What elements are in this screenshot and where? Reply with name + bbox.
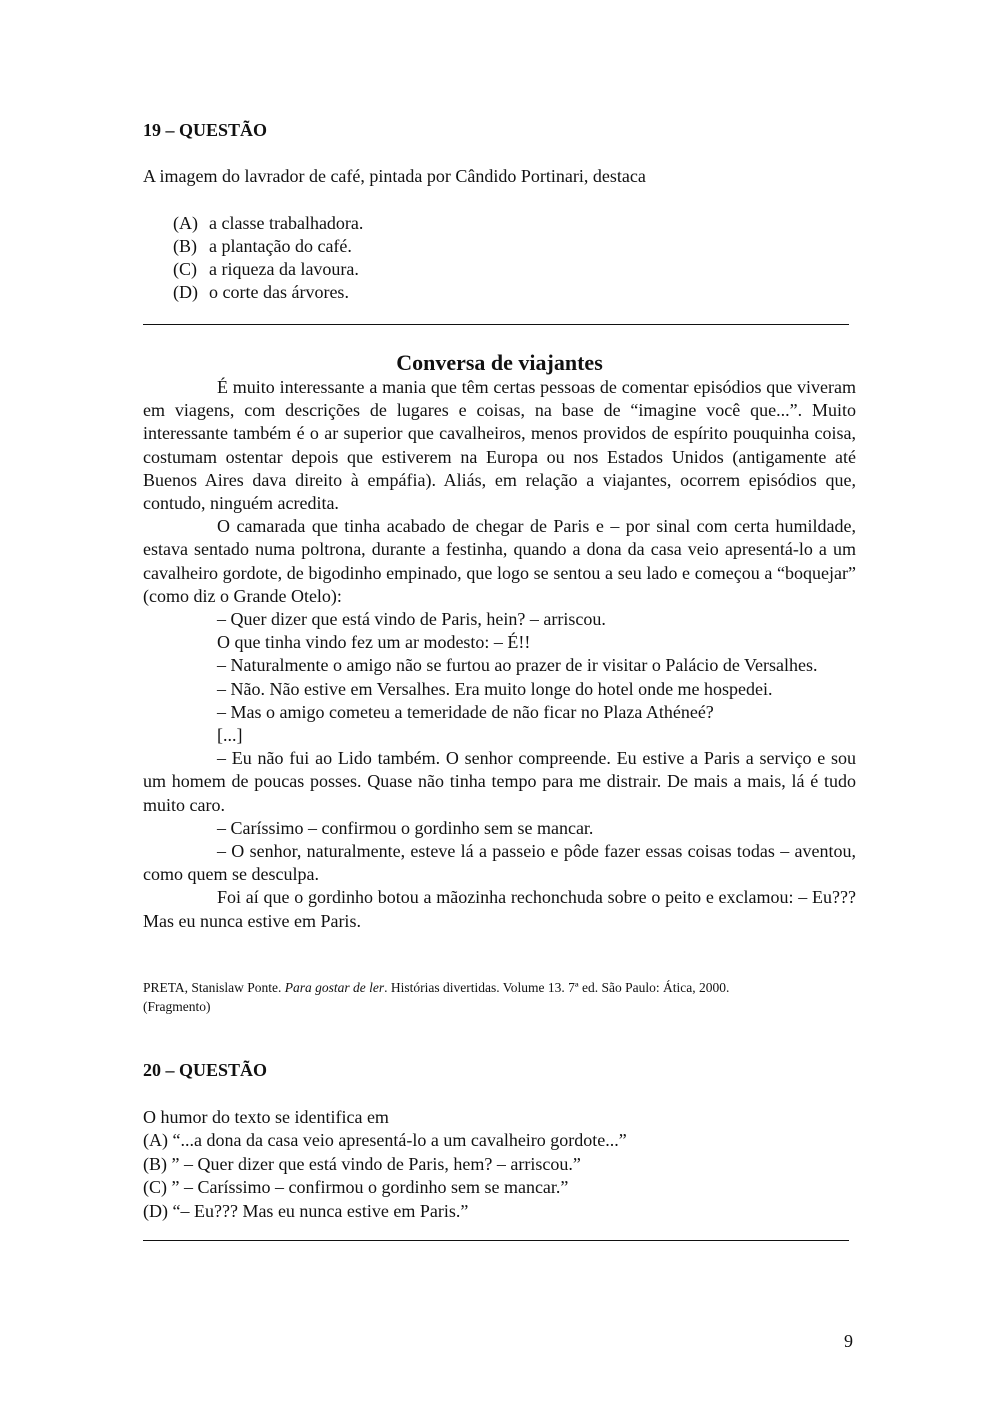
story-citation (143, 978, 843, 1016)
question-20-title: 20 – QUESTÃO (143, 1060, 268, 1080)
citation-work: Para gostar de ler (284, 980, 385, 995)
story-paragraph: [...] (217, 725, 243, 746)
question-20-option-c: (C) ” – Caríssimo – confirmou o gordinho sem se mancar.” (143, 1177, 569, 1197)
story-paragraph: – Caríssimo – confirmou o gordinho sem se mancar. (217, 817, 594, 838)
story-paragraph: – Não. Não estive em Versalhes. Era muito longe do hotel onde me hospedei. (217, 678, 773, 699)
question-20-option-d: (D) “– Eu??? Mas eu nunca estive em Paris.” (143, 1201, 469, 1221)
story-paragraph: É muito interessante a mania que têm certas pessoas de comentar episódios que viveram em viagens, com descrições de lugares e coisas, na base de “imagine você que...”. Muito interessante também é o ar superior que cavalheiros, menos providos de espírito pouquinha coisa, costumam ostentar depois que estiverem na Europa ou nos Estados Unidos (antigamente até Buenos Aires dava direito à empáfia). Aliás, em relação a viajantes, ocorrem episódios que, contudo, ninguém acredita. (143, 377, 856, 514)
question-19-stem: A imagem do lavrador de café, pintada por Cândido Portinari, destaca (143, 166, 646, 186)
question-20-option-a: (A) “...a dona da casa veio apresentá-lo a um cavalheiro gordote...” (143, 1130, 627, 1150)
story-paragraph: – O senhor, naturalmente, esteve lá a passeio e pôde fazer essas coisas todas – aventou, como quem se desculpa. (143, 841, 856, 885)
citation-note: (Fragmento) (143, 999, 211, 1014)
story-paragraph: O camarada que tinha acabado de chegar de Paris e – por sinal com certa humildade, estava sentado numa poltrona, durante a festinha, quando a dona da casa veio apresentá-lo a um cavalheiro gordote, de bigodinho empinado, que logo se sentou a seu lado e começou a “boquejar” (como diz o Grande Otelo): (143, 516, 856, 606)
question-19-option-b: (B) a plantação do café. (173, 236, 352, 256)
question-19-option-c: (C) a riqueza da lavoura. (173, 259, 359, 279)
question-19-title: 19 – QUESTÃO (143, 120, 268, 140)
question-19-option-d: (D) o corte das árvores. (173, 282, 349, 302)
story-text (143, 376, 856, 933)
story-paragraph: O que tinha vindo fez um ar modesto: – É!! (217, 632, 531, 653)
story-paragraph: – Mas o amigo cometeu a temeridade de não ficar no Plaza Athéneé? (217, 701, 714, 722)
divider-line (143, 1240, 849, 1241)
page-number: 9 (844, 1331, 853, 1351)
story-paragraph: – Quer dizer que está vindo de Paris, hein? – arriscou. (217, 609, 606, 630)
question-20-option-b: (B) ” – Quer dizer que está vindo de Paris, hem? – arriscou.” (143, 1154, 581, 1174)
story-paragraph: – Naturalmente o amigo não se furtou ao prazer de ir visitar o Palácio de Versalhes. (217, 655, 818, 676)
citation-author: PRETA, Stanislaw Ponte. (143, 980, 285, 995)
question-19-option-a: (A) a classe trabalhadora. (173, 213, 364, 233)
story-paragraph: – Eu não fui ao Lido também. O senhor compreende. Eu estive a Paris a serviço e sou um homem de poucas posses. Quase não tinha tempo para me distrair. De mais a mais, lá é tudo muito caro. (143, 748, 856, 815)
story-paragraph: Foi aí que o gordinho botou a mãozinha rechonchuda sobre o peito e exclamou: – Eu??? Mas eu nunca estive em Paris. (143, 887, 856, 931)
divider-line (143, 324, 849, 325)
story-title: Conversa de viajantes (396, 350, 603, 375)
citation-details: . Histórias divertidas. Volume 13. 7ª ed. São Paulo: Ática, 2000. (384, 980, 730, 995)
question-20-stem: O humor do texto se identifica em (143, 1107, 389, 1127)
